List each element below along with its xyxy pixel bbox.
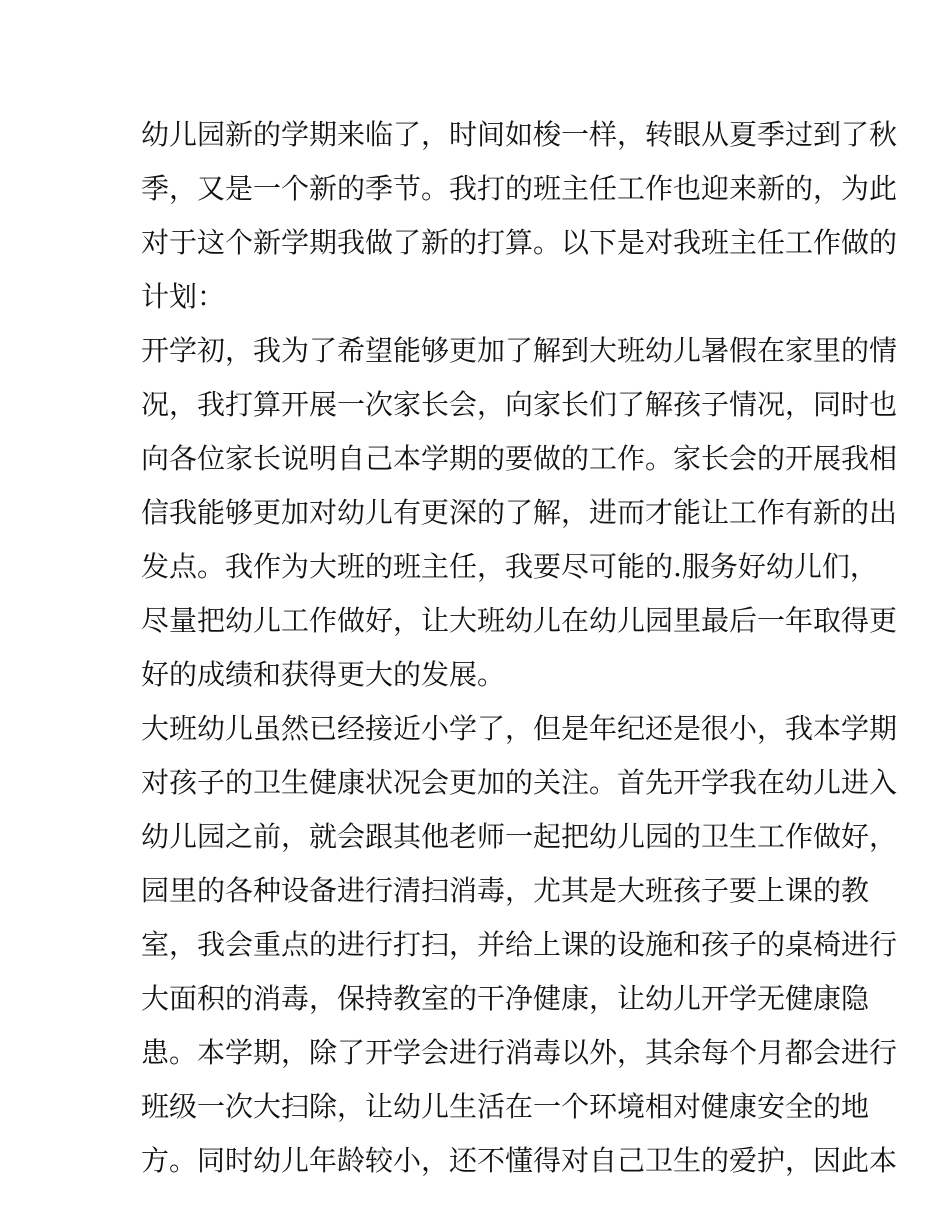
text-line: 开学初，我为了希望能够更加了解到大班幼儿暑假在家里的情: [141, 334, 898, 367]
text-line: 尽量把幼儿工作做好，让大班幼儿在幼儿园里最后一年取得更: [141, 604, 898, 637]
text-line: 园里的各种设备进行清扫消毒，尤其是大班孩子要上课的教: [141, 874, 870, 907]
text-line: 发点。我作为大班的班主任，我要尽可能的.服务好幼儿们，: [141, 550, 878, 583]
text-line: 班级一次大扫除，让幼儿生活在一个环境相对健康安全的地: [141, 1090, 870, 1123]
text-line: 计划：: [141, 280, 226, 313]
text-line: 幼儿园之前，就会跟其他老师一起把幼儿园的卫生工作做好，: [141, 820, 898, 853]
text-line: 况，我打算开展一次家长会，向家长们了解孩子情况，同时也: [141, 388, 898, 421]
text-line: 室，我会重点的进行打扫，并给上课的设施和孩子的桌椅进行: [141, 928, 898, 961]
text-line: 幼儿园新的学期来临了，时间如梭一样，转眼从夏季过到了秋: [141, 118, 898, 151]
text-line: 好的成绩和获得更大的发展。: [141, 658, 506, 691]
text-line: 季，又是一个新的季节。我打的班主任工作也迎来新的，为此: [141, 172, 898, 205]
text-line: 方。同时幼儿年龄较小，还不懂得对自己卫生的爱护，因此本: [141, 1144, 898, 1177]
text-line: 大班幼儿虽然已经接近小学了，但是年纪还是很小，我本学期: [141, 712, 898, 745]
text-line: 对于这个新学期我做了新的打算。以下是对我班主任工作做的: [141, 226, 898, 259]
text-line: 大面积的消毒，保持教室的干净健康，让幼儿开学无健康隐: [141, 982, 870, 1015]
text-line: 患。本学期，除了开学会进行消毒以外，其余每个月都会进行: [141, 1036, 898, 1069]
text-line: 信我能够更加对幼儿有更深的了解，进而才能让工作有新的出: [141, 496, 898, 529]
text-line: 向各位家长说明自己本学期的要做的工作。家长会的开展我相: [141, 442, 898, 475]
text-line: 对孩子的卫生健康状况会更加的关注。首先开学我在幼儿进入: [141, 766, 898, 799]
document-body: [141, 108, 898, 1188]
